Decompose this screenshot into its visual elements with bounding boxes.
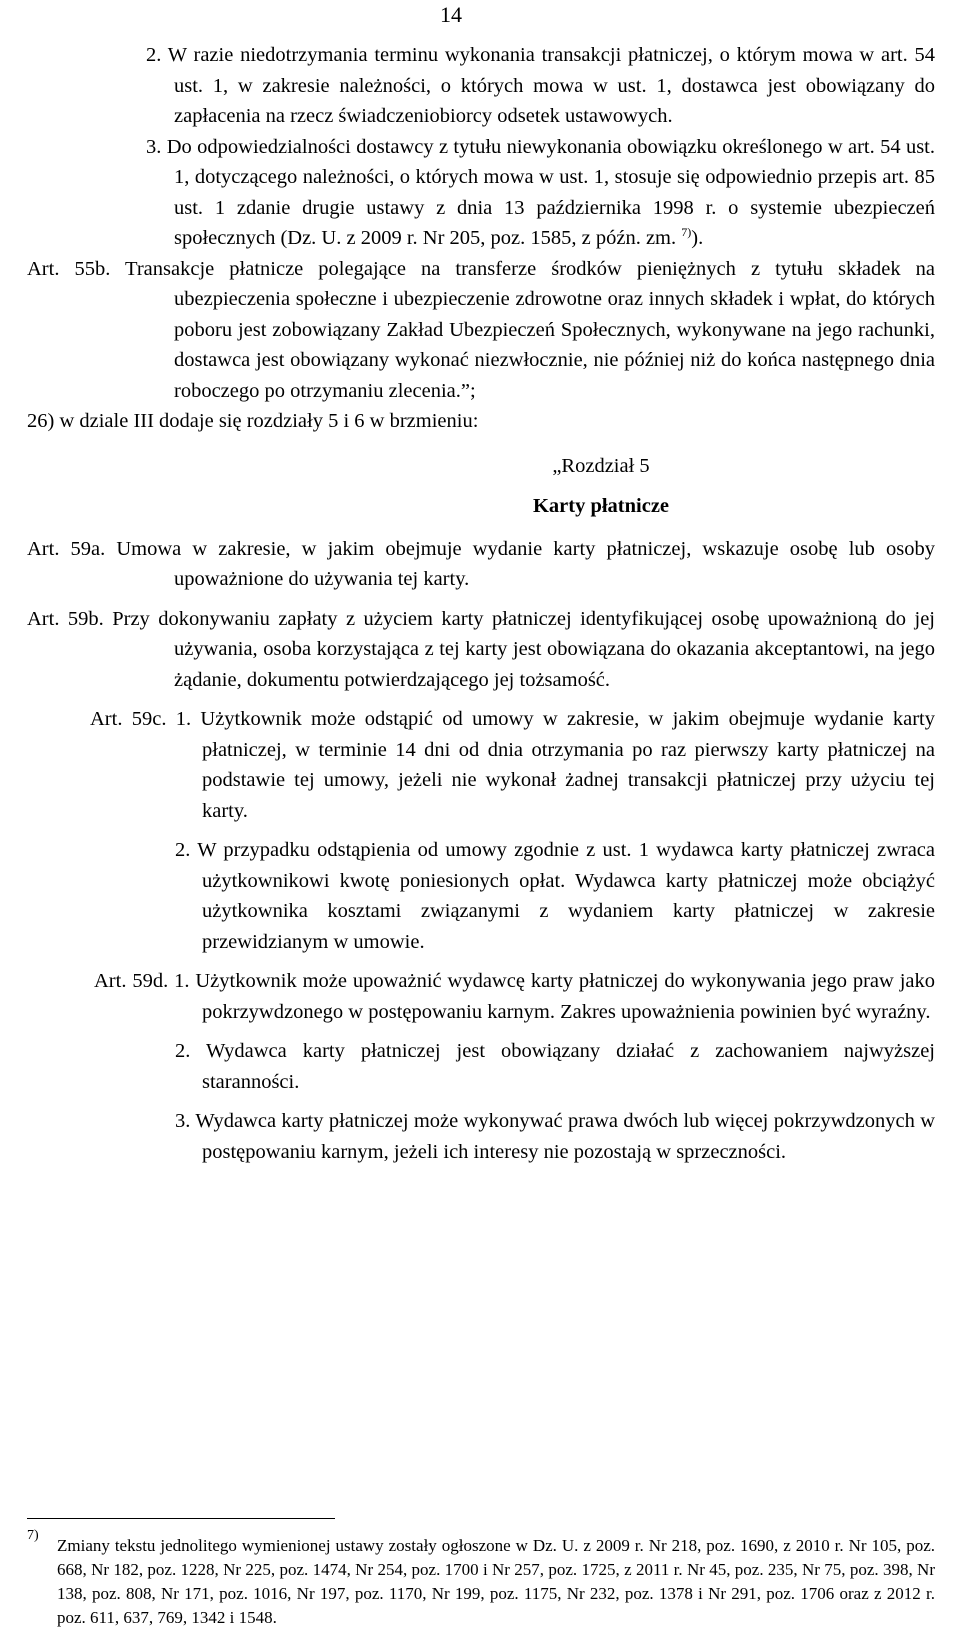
article-55b: Art. 55b. Transakcje płatnicze polegające na transferze środków pieniężnych z tytułu składek na ubezpieczenia społeczne i ubezpieczenie zdrowotne oraz innych składek i wpłat, do których poboru jest zobowiązany Zakład Ubezpieczeń Społecznych, wykonywane na jego rachunki, dostawca jest obowiązany wykonać niezwłocznie, nie później niż do końca następnego dnia roboczego po otrzymaniu zlecenia.”; xyxy=(27,257,935,402)
article-59c-para-1: Art. 59c. 1. Użytkownik może odstąpić od umowy w zakresie, w jakim obejmuje wydanie karty płatniczej, w terminie 14 dni od dnia otrzymania po raz pierwszy karty płatniczej na podstawie tej umowy, jeżeli nie wykonał żadnej transakcji płatniczej przy użyciu tej karty. xyxy=(90,708,935,822)
article-59a: Art. 59a. Umowa w zakresie, w jakim obejmuje wydanie karty płatniczej, wskazuje osobę lub osoby upoważnione do używania tej karty. xyxy=(27,537,935,590)
paragraph-item-2: 2. W razie niedotrzymania terminu wykonania transakcji płatniczej, o którym mowa w art. 54 ust. 1, w zakresie należności, o których mowa w ust. 1, dostawca jest obowiązany do zapłacenia na rzecz świadczeniobiorcy odsetek ustawowych. xyxy=(146,44,935,127)
chapter-title: Karty płatnicze xyxy=(532,495,670,517)
footnote-mark: 7) xyxy=(27,1528,39,1543)
article-59d-para-2: 2. Wydawca karty płatniczej jest obowiązany działać z zachowaniem najwyższej staranności. xyxy=(175,1040,935,1093)
item-3-end: ). xyxy=(691,227,704,249)
article-59b: Art. 59b. Przy dokonywaniu zapłaty z użyciem karty płatniczej identyfikującej osobę upoważnioną do jej używania, osoba korzystająca z tej karty jest obowiązana do okazania akceptantowi, na jego żądanie, dokumentu potwierdzającego jej tożsamość. xyxy=(27,607,935,691)
page-number: 14 xyxy=(440,2,462,27)
article-59c-para-2: 2. W przypadku odstąpienia od umowy zgodnie z ust. 1 wydawca karty płatniczej zwraca użytkownikowi kwotę poniesionych opłat. Wydawca karty płatniczej może obciążyć użytkownika kosztami związanymi z wydaniem karty płatniczej w zakresie przewidzianym w umowie. xyxy=(175,839,935,953)
article-59d-para-3: 3. Wydawca karty płatniczej może wykonywać prawa dwóch lub więcej pokrzywdzonych w postępowaniu karnym, jeżeli ich interesy nie pozostają w sprzeczności. xyxy=(175,1110,935,1163)
item-3-text: 3. Do odpowiedzialności dostawcy z tytułu niewykonania obowiązku określonego w art. 54 ust. 1, dotyczącego należności, o których mowa w ust. 1, stosuje się odpowiednio przepis art. 85 ust. 1 zdanie drugie ustawy z dnia 13 października 1998 r. o systemie ubezpieczeń społecznych (Dz. U. z 2009 r. Nr 205, poz. 1585, z późn. zm. xyxy=(146,135,935,249)
footnote-divider xyxy=(27,1518,335,1519)
article-59d-para-1: Art. 59d. 1. Użytkownik może upoważnić wydawcę karty płatniczej do wykonywania jego praw jako pokrzywdzonego w postępowaniu karnym. Zakres upoważnienia powinien być wyraźny. xyxy=(94,970,935,1023)
document-body xyxy=(27,40,935,1627)
chapter-heading: „Rozdział 5 xyxy=(552,454,650,477)
footnote-ref[interactable]: 7) xyxy=(681,225,692,240)
point-26: 26) w dziale III dodaje się rozdziały 5 i 6 w brzmieniu: xyxy=(27,410,479,432)
paragraph-item-3 xyxy=(146,132,935,254)
footnote-text: Zmiany tekstu jednolitego wymienionej ustawy zostały ogłoszone w Dz. U. z 2009 r. Nr 218, poz. 1690, z 2010 r. Nr 105, poz. 668, Nr 182, poz. 1228, Nr 225, poz. 1474, Nr 254, poz. 1700 i Nr 257, poz. 1725, z 2011 r. Nr 45, poz. 235, Nr 75, poz. 398, Nr 138, poz. 808, Nr 171, poz. 1016, Nr 197, poz. 1170, Nr 199, poz. 1175, Nr 232, poz. 1378 i Nr 291, poz. 1706 oraz z 2012 r. poz. 611, 637, 769, 1342 i 1548. xyxy=(57,1536,935,1627)
